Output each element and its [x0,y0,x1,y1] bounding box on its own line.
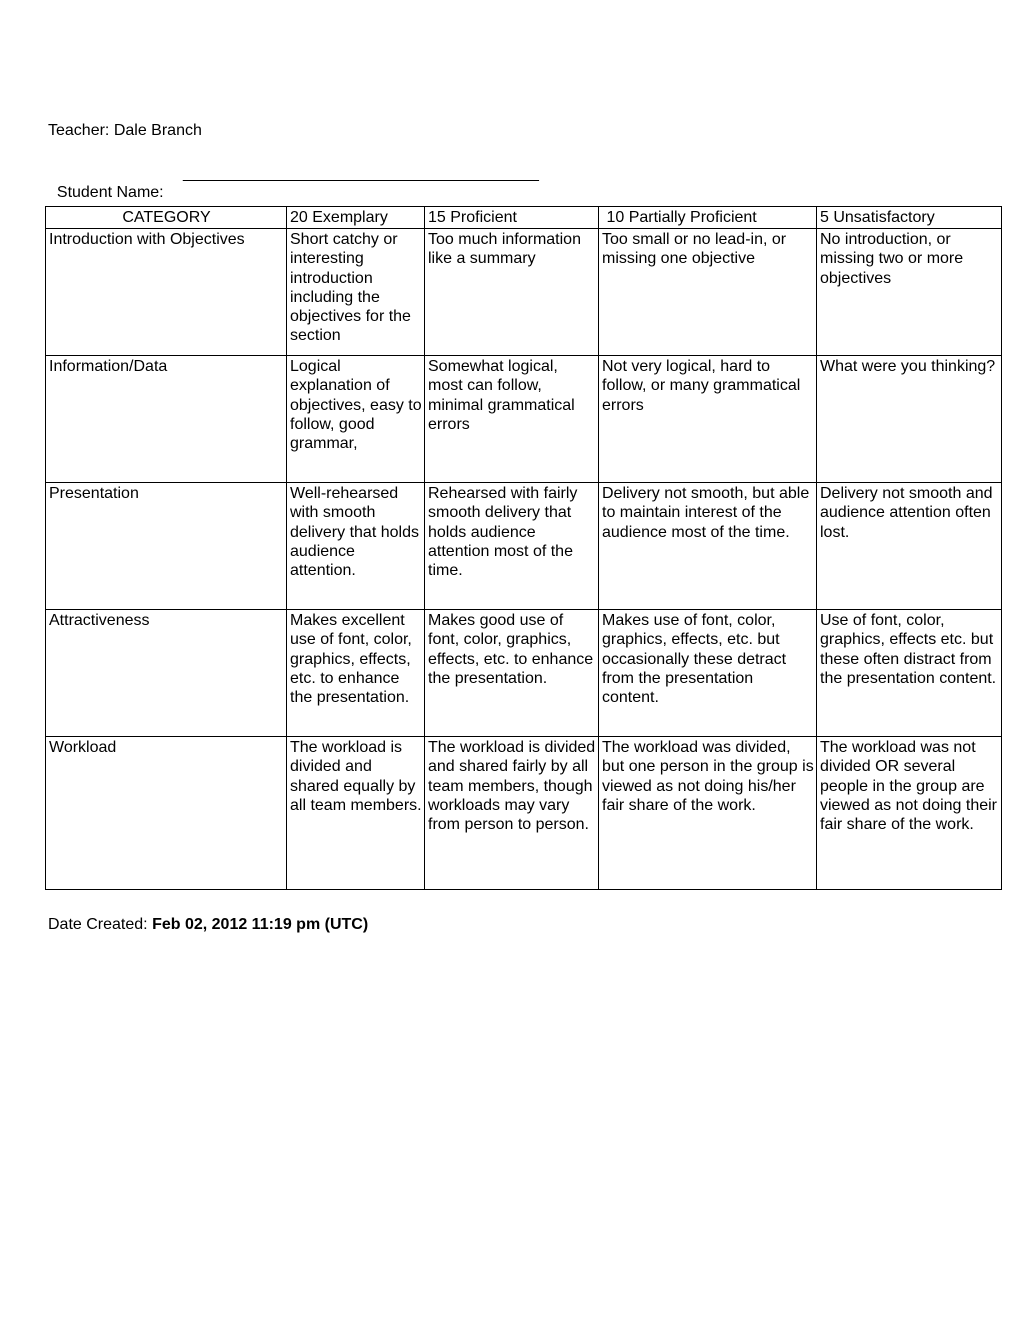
teacher-label: Teacher: Dale Branch [48,122,202,139]
unsatisfactory-cell: No introduction, or missing two or more objectives [817,229,1002,356]
rubric-row-presentation [46,483,1002,610]
partially-proficient-cell: Makes use of font, color, graphics, effects, etc. but occasionally these detract from the presentation content. [599,610,817,737]
proficient-cell: Makes good use of font, color, graphics, effects, etc. to enhance the presentation. [425,610,599,737]
unsatisfactory-cell: Delivery not smooth and audience attention often lost. [817,483,1002,610]
student-name-blank: ________________________________________ [183,165,539,182]
partially-proficient-cell: Too small or no lead-in, or missing one objective [599,229,817,356]
exemplary-cell: Makes excellent use of font, color, graphics, effects, etc. to enhance the presentation. [287,610,425,737]
header-partially-proficient: 10 Partially Proficient [599,207,817,229]
header-category: CATEGORY [46,207,287,229]
category-cell: Attractiveness [46,610,287,737]
category-cell: Introduction with Objectives [46,229,287,356]
unsatisfactory-cell: Use of font, color, graphics, effects etc. but these often distract from the presentation content. [817,610,1002,737]
exemplary-cell: Logical explanation of objectives, easy to follow, good grammar, [287,356,425,483]
header-proficient: 15 Proficient [425,207,599,229]
exemplary-cell: Well-rehearsed with smooth delivery that holds audience attention. [287,483,425,610]
student-name-label: Student Name: [56,184,164,201]
category-cell: Workload [46,737,287,890]
category-cell: Presentation [46,483,287,610]
date-created-label: Date Created: [48,916,153,933]
proficient-cell: Somewhat logical, most can follow, minimal grammatical errors [425,356,599,483]
proficient-cell: Rehearsed with fairly smooth delivery that holds audience attention most of the time. [425,483,599,610]
partially-proficient-cell: Not very logical, hard to follow, or many grammatical errors [599,356,817,483]
date-created [48,915,368,934]
header-exemplary: 20 Exemplary [287,207,425,229]
partially-proficient-cell: Delivery not smooth, but able to maintain interest of the audience most of the time. [599,483,817,610]
unsatisfactory-cell: The workload was not divided OR several people in the group are viewed as not doing their fair share of the work. [817,737,1002,890]
rubric-row-attractiveness [46,610,1002,737]
rubric-row-introduction [46,229,1002,356]
exemplary-cell: Short catchy or interesting introduction including the objectives for the section [287,229,425,356]
partially-proficient-cell: The workload was divided, but one person in the group is viewed as not doing his/her fair share of the work. [599,737,817,890]
rubric-row-information [46,356,1002,483]
proficient-cell: Too much information like a summary [425,229,599,356]
category-cell: Information/Data [46,356,287,483]
exemplary-cell: The workload is divided and shared equally by all team members. [287,737,425,890]
rubric-row-workload [46,737,1002,890]
rubric-header-row [46,207,1002,229]
unsatisfactory-cell: What were you thinking? [817,356,1002,483]
header-unsatisfactory: 5 Unsatisfactory [817,207,1002,229]
proficient-cell: The workload is divided and shared fairly by all team members, though workloads may vary from person to person. [425,737,599,890]
rubric-table [45,206,1002,890]
date-created-value: Feb 02, 2012 11:19 pm (UTC) [152,916,369,933]
